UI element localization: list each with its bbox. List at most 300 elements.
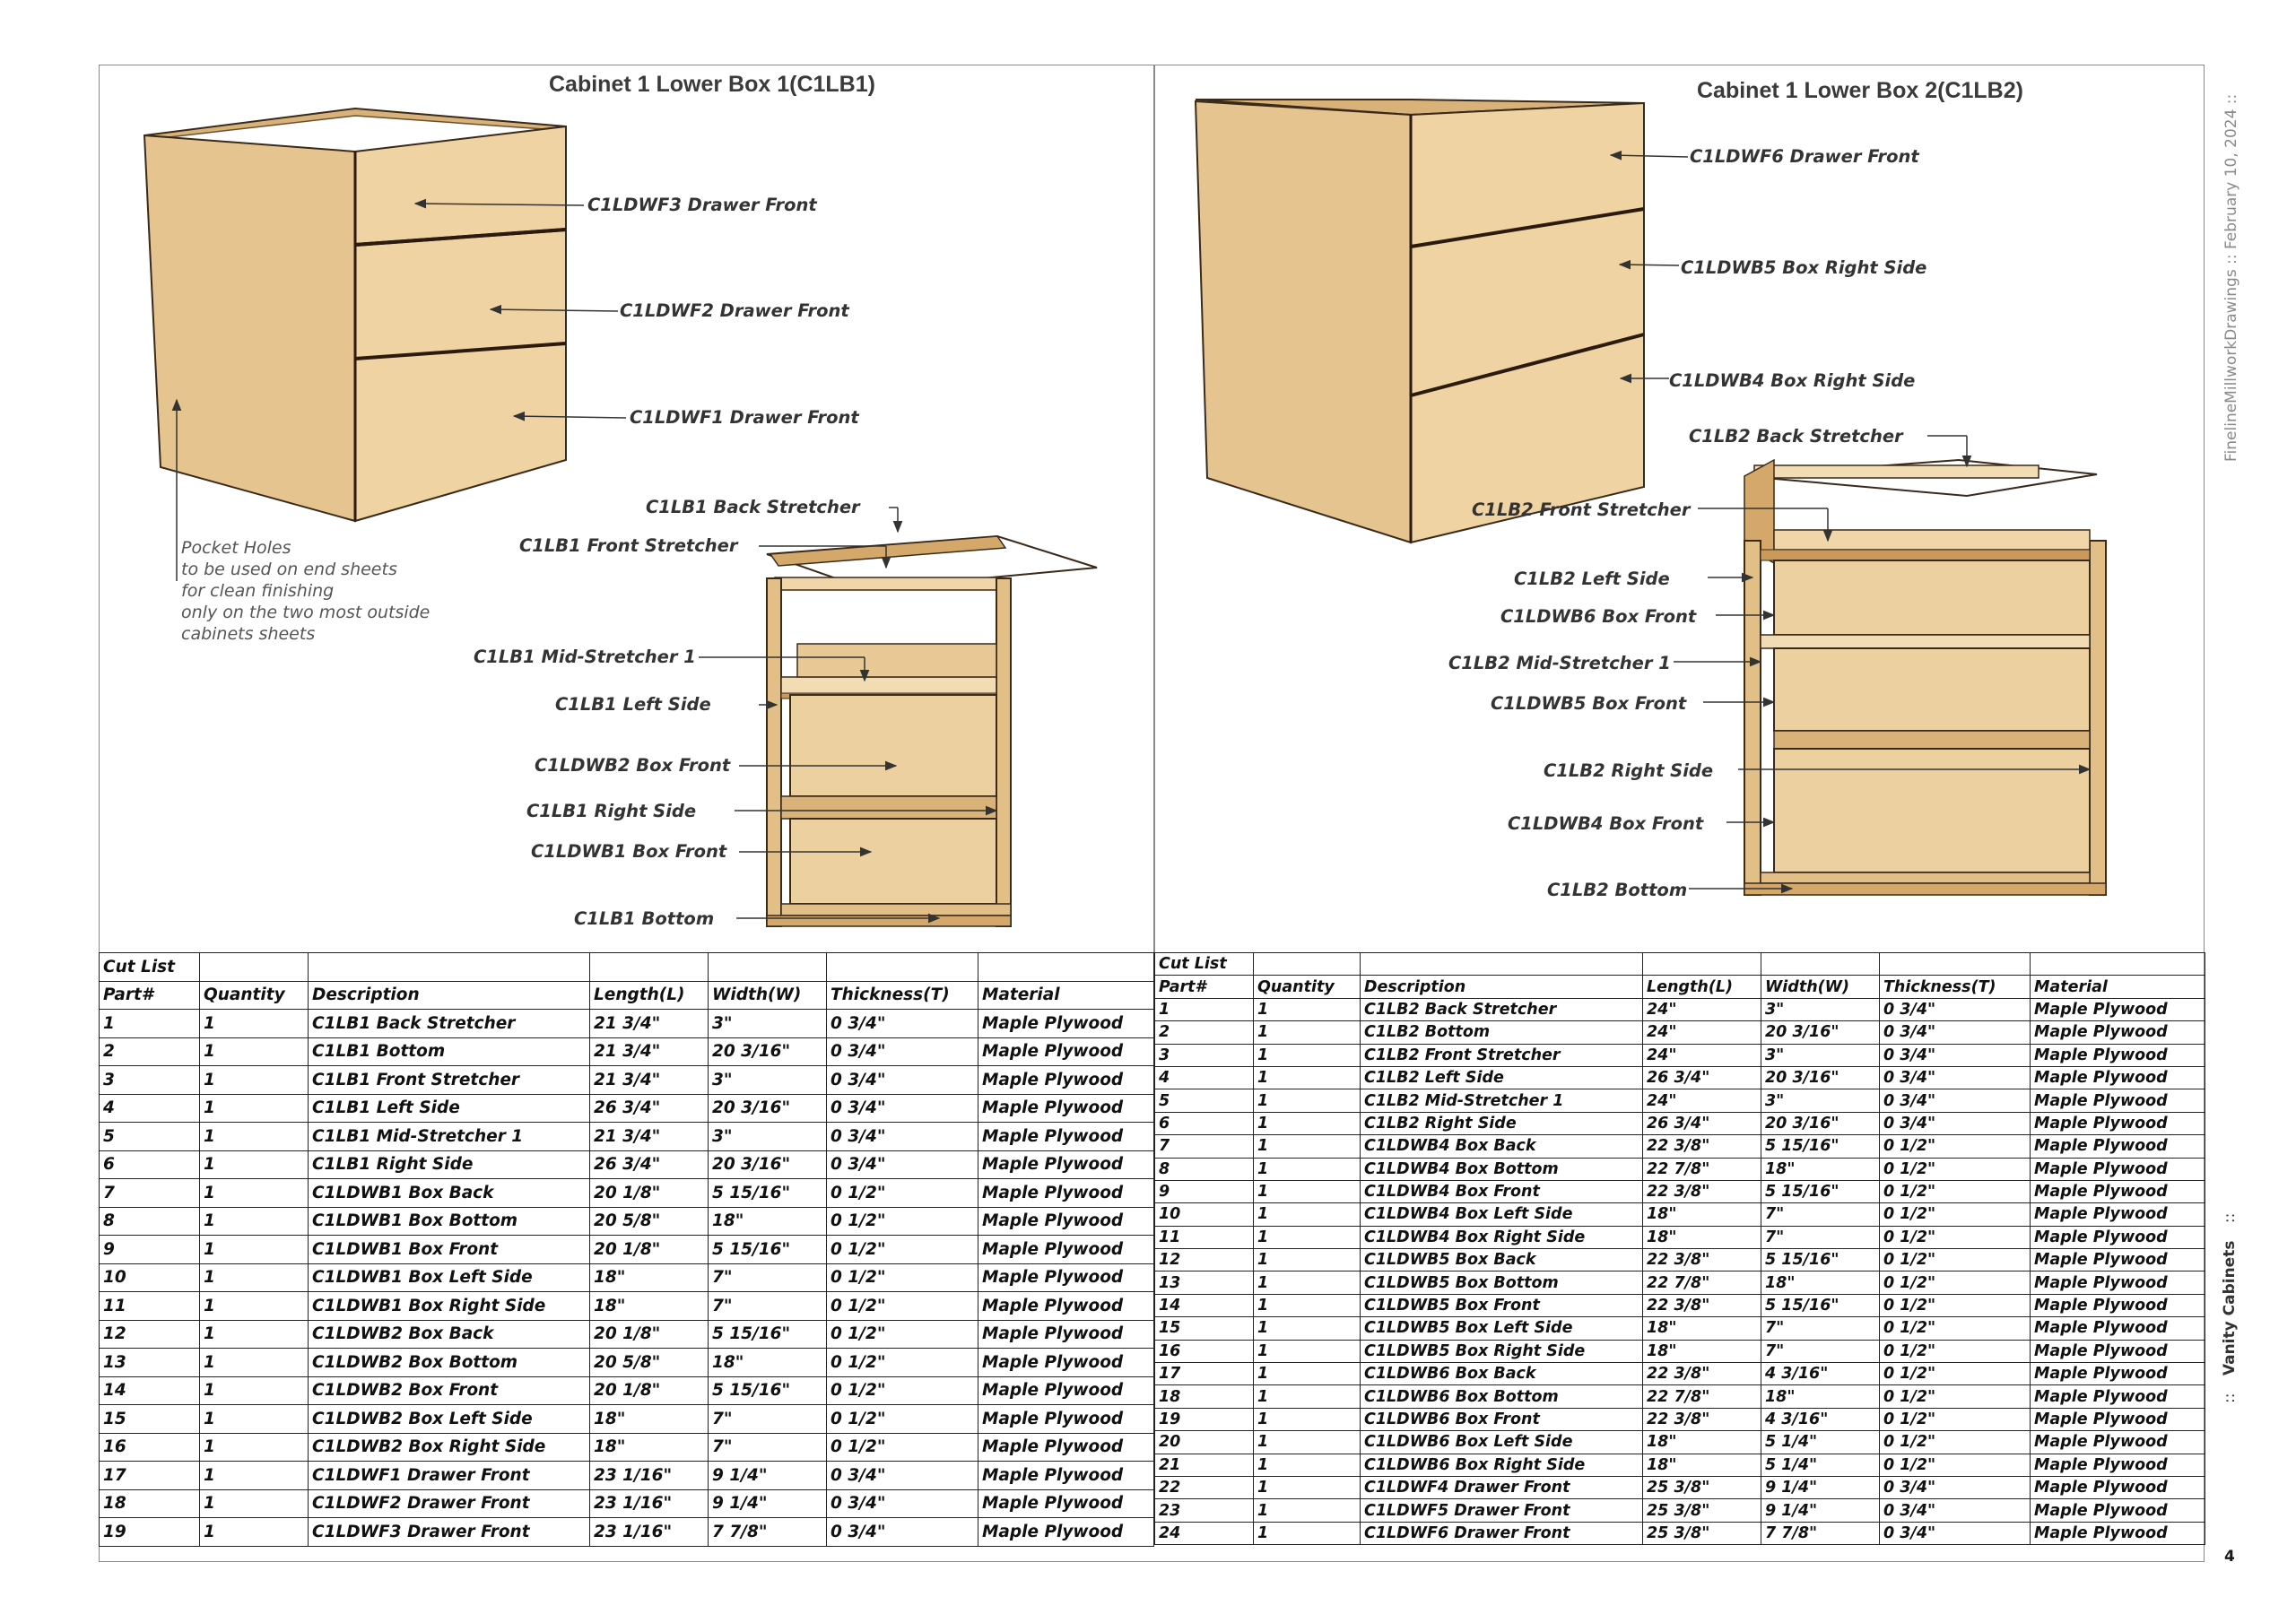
cut-list-table-right	[1154, 952, 2205, 1545]
table-row	[1155, 1158, 2205, 1180]
table-cell: C1LB2 Mid-Stretcher 1	[1361, 1089, 1643, 1112]
table-cell: 20 3/16"	[709, 1094, 827, 1123]
table-cell: 0 1/2"	[1880, 1271, 2031, 1294]
table-cell: 20	[1155, 1431, 1254, 1454]
table-cell: C1LDWB4 Box Bottom	[1361, 1158, 1643, 1180]
table-cell: 0 1/2"	[1880, 1408, 2031, 1430]
table-cell: 1	[200, 1207, 309, 1236]
table-row	[1155, 1522, 2205, 1544]
table-cell: Maple Plywood	[2031, 1112, 2205, 1134]
table-row	[1155, 1476, 2205, 1498]
table-cell: 5 1/4"	[1761, 1454, 1880, 1476]
table-row	[100, 1010, 1154, 1038]
table-cell: 26 3/4"	[1643, 1066, 1761, 1089]
left-drawing-title: Cabinet 1 Lower Box 1(C1LB1)	[549, 72, 875, 97]
table-cell: C1LDWB6 Box Bottom	[1361, 1385, 1643, 1408]
cut-list-caption-row	[1155, 953, 2205, 976]
table-cell: 20 1/8"	[590, 1236, 709, 1264]
table-cell: 1	[1254, 1021, 1361, 1044]
table-cell: Maple Plywood	[978, 1207, 1154, 1236]
table-cell: 12	[1155, 1249, 1254, 1271]
table-row	[100, 1037, 1154, 1066]
table-cell: 18"	[1643, 1226, 1761, 1248]
sidebar-footer-text: FinelineMillworkDrawings :: February 10, 2024 ::	[2222, 93, 2240, 462]
table-cell: 0 1/2"	[1880, 1340, 2031, 1362]
table-cell: 22 7/8"	[1643, 1271, 1761, 1294]
table-cell: Maple Plywood	[978, 1037, 1154, 1066]
empty-cell	[1880, 953, 2031, 976]
label-c1ldwb4-box-right-side: C1LDWB4 Box Right Side	[1669, 370, 1916, 391]
table-cell: 21 3/4"	[590, 1123, 709, 1151]
table-cell: 1	[100, 1010, 200, 1038]
table-cell: 17	[1155, 1363, 1254, 1385]
table-cell: 6	[100, 1150, 200, 1179]
table-cell: C1LDWF3 Drawer Front	[309, 1518, 590, 1547]
right-drawing-title: Cabinet 1 Lower Box 2(C1LB2)	[1697, 78, 2023, 103]
label-c1ldwb2-box-front: C1LDWB2 Box Front	[535, 755, 731, 776]
table-cell: 18"	[590, 1433, 709, 1462]
table-cell: Maple Plywood	[978, 1320, 1154, 1349]
table-cell: 22 3/8"	[1643, 1363, 1761, 1385]
page-number: 4	[2224, 1548, 2235, 1566]
table-cell: 18"	[1643, 1317, 1761, 1340]
table-row	[100, 1150, 1154, 1179]
table-row	[1155, 1203, 2205, 1226]
table-cell: 25 3/8"	[1643, 1522, 1761, 1544]
table-row	[100, 1263, 1154, 1292]
table-row	[100, 1320, 1154, 1349]
table-cell: 10	[100, 1263, 200, 1292]
table-cell: 0 3/4"	[1880, 1044, 2031, 1066]
table-cell: C1LDWF2 Drawer Front	[309, 1489, 590, 1518]
label-c1lb2-mid-stretcher: C1LB2 Mid-Stretcher 1	[1448, 653, 1671, 673]
label-c1lb1-bottom: C1LB1 Bottom	[574, 908, 715, 929]
table-cell: 22	[1155, 1476, 1254, 1498]
table-row	[1155, 1385, 2205, 1408]
table-cell: 5 15/16"	[1761, 1180, 1880, 1202]
table-cell: 9 1/4"	[1761, 1499, 1880, 1522]
table-cell: 18"	[1643, 1203, 1761, 1226]
table-cell: Maple Plywood	[978, 1462, 1154, 1490]
table-cell: 1	[1155, 998, 1254, 1020]
table-cell: Maple Plywood	[978, 1349, 1154, 1377]
table-row	[1155, 1340, 2205, 1362]
table-cell: 1	[200, 1349, 309, 1377]
table-cell: 0 3/4"	[1880, 1476, 2031, 1498]
table-cell: 21 3/4"	[590, 1066, 709, 1095]
table-cell: C1LDWB1 Box Back	[309, 1179, 590, 1208]
table-cell: 1	[1254, 1408, 1361, 1430]
table-cell: Maple Plywood	[2031, 1158, 2205, 1180]
table-cell: 20 1/8"	[590, 1179, 709, 1208]
table-cell: C1LB2 Right Side	[1361, 1112, 1643, 1134]
table-cell: 3"	[709, 1066, 827, 1095]
table-cell: C1LDWB6 Box Front	[1361, 1408, 1643, 1430]
table-cell: Maple Plywood	[978, 1066, 1154, 1095]
table-cell: C1LB1 Bottom	[309, 1037, 590, 1066]
table-cell: C1LB2 Front Stretcher	[1361, 1044, 1643, 1066]
table-cell: Maple Plywood	[978, 1123, 1154, 1151]
table-cell: C1LDWB2 Box Front	[309, 1376, 590, 1405]
table-cell: Maple Plywood	[978, 1376, 1154, 1405]
table-cell: 3"	[1761, 998, 1880, 1020]
table-cell: C1LB2 Left Side	[1361, 1066, 1643, 1089]
table-row	[100, 1179, 1154, 1208]
table-cell: 4 3/16"	[1761, 1408, 1880, 1430]
table-cell: 1	[1254, 1317, 1361, 1340]
right-drawing-panel	[1155, 65, 2204, 951]
label-c1ldwb5-box-front: C1LDWB5 Box Front	[1491, 693, 1687, 714]
table-cell: 18"	[590, 1405, 709, 1434]
table-cell: 1	[200, 1037, 309, 1066]
table-cell: 9 1/4"	[709, 1462, 827, 1490]
table-cell: 4	[100, 1094, 200, 1123]
table-cell: Maple Plywood	[978, 1094, 1154, 1123]
table-row	[100, 1207, 1154, 1236]
table-cell: 0 1/2"	[827, 1263, 978, 1292]
table-cell: 7	[1155, 1135, 1254, 1158]
table-cell: C1LDWB5 Box Back	[1361, 1249, 1643, 1271]
table-cell: Maple Plywood	[2031, 1089, 2205, 1112]
note-line: only on the two most outside	[181, 603, 430, 622]
note-line: for clean finishing	[181, 581, 335, 601]
table-cell: 1	[1254, 1226, 1361, 1248]
cut-list-caption: Cut List	[1155, 953, 1254, 976]
table-cell: 0 1/2"	[827, 1320, 978, 1349]
table-cell: 1	[1254, 1066, 1361, 1089]
column-header: Material	[2031, 976, 2205, 998]
table-cell: 22 7/8"	[1643, 1385, 1761, 1408]
table-cell: C1LDWB6 Box Right Side	[1361, 1454, 1643, 1476]
label-c1lb2-left-side: C1LB2 Left Side	[1514, 568, 1670, 589]
table-row	[1155, 1454, 2205, 1476]
table-cell: 20 3/16"	[1761, 1112, 1880, 1134]
empty-cell	[200, 953, 309, 982]
table-cell: 21 3/4"	[590, 1037, 709, 1066]
table-cell: 1	[200, 1433, 309, 1462]
table-cell: 18	[1155, 1385, 1254, 1408]
table-cell: 18"	[1643, 1454, 1761, 1476]
table-cell: 18"	[1761, 1271, 1880, 1294]
empty-cell	[2031, 953, 2205, 976]
table-cell: Maple Plywood	[978, 1518, 1154, 1547]
table-cell: 18"	[590, 1292, 709, 1321]
table-row	[100, 1236, 1154, 1264]
table-cell: 7"	[1761, 1317, 1880, 1340]
table-row	[1155, 1363, 2205, 1385]
table-cell: C1LDWB4 Box Front	[1361, 1180, 1643, 1202]
table-cell: Maple Plywood	[978, 1179, 1154, 1208]
table-cell: 0 1/2"	[827, 1376, 978, 1405]
table-cell: 1	[1254, 1044, 1361, 1066]
table-cell: 7 7/8"	[709, 1518, 827, 1547]
table-cell: 1	[200, 1179, 309, 1208]
table-cell: Maple Plywood	[2031, 1454, 2205, 1476]
table-cell: 18"	[709, 1349, 827, 1377]
empty-cell	[309, 953, 590, 982]
table-cell: C1LDWB4 Box Back	[1361, 1135, 1643, 1158]
table-cell: 23 1/16"	[590, 1489, 709, 1518]
cut-list-header-row	[100, 981, 1154, 1010]
table-cell: Maple Plywood	[978, 1292, 1154, 1321]
table-cell: C1LDWB1 Box Bottom	[309, 1207, 590, 1236]
table-row	[1155, 1249, 2205, 1271]
table-cell: C1LDWB5 Box Right Side	[1361, 1340, 1643, 1362]
table-cell: 1	[1254, 1294, 1361, 1316]
table-cell: C1LDWB5 Box Front	[1361, 1294, 1643, 1316]
label-c1ldwf3-drawer-front: C1LDWF3 Drawer Front	[587, 195, 817, 215]
table-row	[1155, 998, 2205, 1020]
sidebar-title: Vanity Cabinets	[2221, 1240, 2239, 1376]
note-line: Pocket Holes	[181, 538, 291, 558]
table-cell: 18"	[1643, 1340, 1761, 1362]
table-cell: Maple Plywood	[2031, 1135, 2205, 1158]
table-cell: Maple Plywood	[2031, 1363, 2205, 1385]
table-cell: 0 3/4"	[827, 1066, 978, 1095]
table-row	[100, 1066, 1154, 1095]
table-cell: 0 1/2"	[827, 1179, 978, 1208]
table-cell: C1LDWB2 Box Right Side	[309, 1433, 590, 1462]
table-cell: 5 1/4"	[1761, 1431, 1880, 1454]
table-cell: 1	[1254, 1522, 1361, 1544]
column-header: Part#	[100, 981, 200, 1010]
table-cell: 14	[100, 1376, 200, 1405]
label-c1ldwf6-drawer-front: C1LDWF6 Drawer Front	[1690, 146, 1919, 167]
table-cell: 0 1/2"	[1880, 1135, 2031, 1158]
empty-cell	[1254, 953, 1361, 976]
table-cell: 0 1/2"	[827, 1207, 978, 1236]
table-cell: 23	[1155, 1499, 1254, 1522]
table-cell: 15	[1155, 1317, 1254, 1340]
table-row	[1155, 1226, 2205, 1248]
table-cell: 15	[100, 1405, 200, 1434]
table-cell: 1	[200, 1010, 309, 1038]
table-cell: 1	[200, 1320, 309, 1349]
table-cell: C1LDWF6 Drawer Front	[1361, 1522, 1643, 1544]
table-cell: C1LDWF5 Drawer Front	[1361, 1499, 1643, 1522]
table-cell: 7"	[1761, 1226, 1880, 1248]
table-cell: 10	[1155, 1203, 1254, 1226]
column-header: Quantity	[1254, 976, 1361, 998]
table-cell: C1LDWB6 Box Back	[1361, 1363, 1643, 1385]
table-cell: Maple Plywood	[978, 1405, 1154, 1434]
table-cell: Maple Plywood	[2031, 1294, 2205, 1316]
table-cell: 1	[200, 1518, 309, 1547]
column-header: Thickness(T)	[827, 981, 978, 1010]
column-header: Length(L)	[1643, 976, 1761, 998]
table-cell: 3	[100, 1066, 200, 1095]
table-row	[100, 1349, 1154, 1377]
table-cell: 11	[1155, 1226, 1254, 1248]
table-cell: 1	[1254, 1089, 1361, 1112]
table-cell: 5 15/16"	[709, 1320, 827, 1349]
cut-list-caption-row	[100, 953, 1154, 982]
table-cell: 1	[200, 1376, 309, 1405]
table-cell: 1	[1254, 1135, 1361, 1158]
table-cell: 6	[1155, 1112, 1254, 1134]
table-cell: 24"	[1643, 998, 1761, 1020]
table-cell: 22 3/8"	[1643, 1180, 1761, 1202]
table-row	[1155, 1089, 2205, 1112]
table-cell: 22 3/8"	[1643, 1294, 1761, 1316]
table-cell: 5 15/16"	[1761, 1294, 1880, 1316]
table-cell: 5	[1155, 1089, 1254, 1112]
label-c1lb1-front-stretcher: C1LB1 Front Stretcher	[519, 535, 738, 556]
label-c1lb2-front-stretcher: C1LB2 Front Stretcher	[1472, 499, 1691, 520]
column-header: Material	[978, 981, 1154, 1010]
table-cell: 2	[100, 1037, 200, 1066]
table-cell: Maple Plywood	[2031, 1066, 2205, 1089]
table-row	[1155, 1294, 2205, 1316]
table-cell: Maple Plywood	[2031, 1499, 2205, 1522]
table-cell: 21	[1155, 1454, 1254, 1476]
table-row	[1155, 1317, 2205, 1340]
table-cell: 26 3/4"	[1643, 1112, 1761, 1134]
table-cell: 5 15/16"	[709, 1376, 827, 1405]
table-cell: 5 15/16"	[1761, 1135, 1880, 1158]
table-cell: 3"	[1761, 1044, 1880, 1066]
table-row	[100, 1518, 1154, 1547]
label-c1lb2-bottom: C1LB2 Bottom	[1547, 880, 1688, 900]
table-cell: 0 3/4"	[1880, 1112, 2031, 1134]
label-c1lb1-left-side: C1LB1 Left Side	[555, 694, 711, 715]
table-cell: 1	[1254, 1158, 1361, 1180]
table-row	[100, 1405, 1154, 1434]
table-cell: 0 1/2"	[827, 1433, 978, 1462]
table-cell: 12	[100, 1320, 200, 1349]
table-cell: 1	[1254, 1180, 1361, 1202]
table-cell: 0 3/4"	[1880, 1089, 2031, 1112]
table-cell: 20 3/16"	[1761, 1021, 1880, 1044]
note-line: cabinets sheets	[181, 624, 316, 644]
table-cell: 5 15/16"	[709, 1236, 827, 1264]
table-cell: 1	[1254, 1112, 1361, 1134]
table-cell: Maple Plywood	[2031, 1408, 2205, 1430]
table-cell: 0 3/4"	[827, 1489, 978, 1518]
table-cell: 23 1/16"	[590, 1518, 709, 1547]
table-cell: 0 1/2"	[1880, 1180, 2031, 1202]
table-cell: 0 1/2"	[1880, 1158, 2031, 1180]
table-cell: 23 1/16"	[590, 1462, 709, 1490]
table-cell: Maple Plywood	[2031, 1203, 2205, 1226]
table-cell: 7 7/8"	[1761, 1522, 1880, 1544]
table-cell: 1	[1254, 1454, 1361, 1476]
table-cell: 0 1/2"	[1880, 1385, 2031, 1408]
table-cell: 24	[1155, 1522, 1254, 1544]
column-header: Description	[309, 981, 590, 1010]
table-cell: 0 1/2"	[1880, 1249, 2031, 1271]
table-cell: 20 5/8"	[590, 1349, 709, 1377]
table-row	[100, 1094, 1154, 1123]
label-c1lb1-mid-stretcher: C1LB1 Mid-Stretcher 1	[474, 647, 696, 667]
table-cell: 0 3/4"	[1880, 1499, 2031, 1522]
table-cell: 7"	[1761, 1340, 1880, 1362]
empty-cell	[1361, 953, 1643, 976]
table-cell: Maple Plywood	[2031, 1226, 2205, 1248]
pocket-holes-note	[181, 537, 430, 645]
table-cell: 1	[1254, 1385, 1361, 1408]
table-cell: 22 3/8"	[1643, 1135, 1761, 1158]
table-cell: 0 1/2"	[1880, 1317, 2031, 1340]
table-cell: 0 3/4"	[1880, 1021, 2031, 1044]
table-cell: C1LB1 Right Side	[309, 1150, 590, 1179]
empty-cell	[978, 953, 1154, 982]
label-c1lb2-right-side: C1LB2 Right Side	[1544, 760, 1714, 781]
table-cell: 0 3/4"	[827, 1094, 978, 1123]
table-cell: 18	[100, 1489, 200, 1518]
table-cell: 0 3/4"	[827, 1123, 978, 1151]
table-cell: 1	[1254, 1271, 1361, 1294]
table-row	[1155, 1431, 2205, 1454]
label-c1ldwb1-box-front: C1LDWB1 Box Front	[531, 841, 727, 862]
table-cell: 0 1/2"	[1880, 1226, 2031, 1248]
label-c1ldwb6-box-front: C1LDWB6 Box Front	[1500, 606, 1697, 627]
table-cell: 7"	[709, 1433, 827, 1462]
table-cell: 16	[100, 1433, 200, 1462]
table-cell: 4	[1155, 1066, 1254, 1089]
table-cell: Maple Plywood	[978, 1489, 1154, 1518]
table-cell: C1LB1 Left Side	[309, 1094, 590, 1123]
table-cell: 8	[100, 1207, 200, 1236]
table-cell: 9	[100, 1236, 200, 1264]
table-cell: Maple Plywood	[2031, 1385, 2205, 1408]
table-cell: 20 1/8"	[590, 1320, 709, 1349]
table-cell: Maple Plywood	[2031, 1249, 2205, 1271]
column-header: Quantity	[200, 981, 309, 1010]
table-cell: 0 3/4"	[827, 1518, 978, 1547]
sidebar-title-suffix: ::	[2221, 1212, 2239, 1224]
table-cell: 25 3/8"	[1643, 1476, 1761, 1498]
table-cell: 25 3/8"	[1643, 1499, 1761, 1522]
table-row	[1155, 1271, 2205, 1294]
table-cell: 1	[200, 1292, 309, 1321]
table-cell: 13	[1155, 1271, 1254, 1294]
table-cell: 0 3/4"	[1880, 1522, 2031, 1544]
table-cell: Maple Plywood	[2031, 1431, 2205, 1454]
empty-cell	[1643, 953, 1761, 976]
table-row	[100, 1489, 1154, 1518]
table-cell: 1	[200, 1405, 309, 1434]
table-cell: 1	[1254, 998, 1361, 1020]
table-cell: C1LDWB2 Box Left Side	[309, 1405, 590, 1434]
table-cell: 4 3/16"	[1761, 1363, 1880, 1385]
table-cell: 26 3/4"	[590, 1150, 709, 1179]
table-cell: Maple Plywood	[2031, 1271, 2205, 1294]
table-cell: 1	[200, 1094, 309, 1123]
table-cell: 0 1/2"	[827, 1349, 978, 1377]
table-row	[1155, 1066, 2205, 1089]
table-cell: 1	[1254, 1363, 1361, 1385]
table-cell: 5 15/16"	[709, 1179, 827, 1208]
table-cell: 0 3/4"	[827, 1010, 978, 1038]
table-cell: C1LDWB1 Box Left Side	[309, 1263, 590, 1292]
table-cell: 21 3/4"	[590, 1010, 709, 1038]
table-row	[1155, 1408, 2205, 1430]
table-cell: 1	[1254, 1476, 1361, 1498]
table-cell: 16	[1155, 1340, 1254, 1362]
empty-cell	[590, 953, 709, 982]
table-cell: 1	[200, 1462, 309, 1490]
table-cell: 0 3/4"	[1880, 998, 2031, 1020]
table-cell: 9	[1155, 1180, 1254, 1202]
table-cell: Maple Plywood	[2031, 998, 2205, 1020]
table-cell: 1	[200, 1066, 309, 1095]
table-cell: C1LDWB2 Box Bottom	[309, 1349, 590, 1377]
table-cell: 3	[1155, 1044, 1254, 1066]
table-cell: 0 1/2"	[827, 1292, 978, 1321]
table-row	[1155, 1044, 2205, 1066]
table-cell: 11	[100, 1292, 200, 1321]
